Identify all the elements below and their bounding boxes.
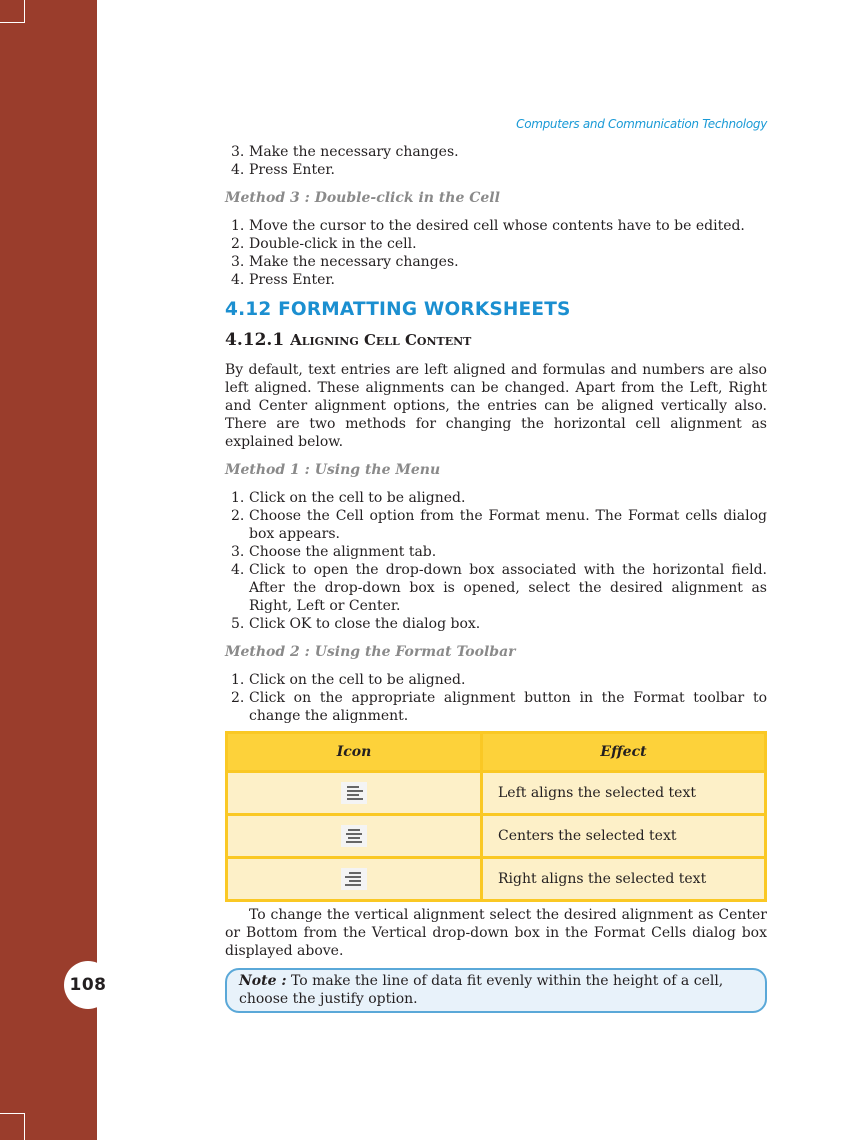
page-content: [225, 143, 767, 1013]
table-row: [227, 858, 766, 901]
step-text: Click on the cell to be aligned.: [249, 672, 466, 688]
list-item: [225, 615, 767, 633]
subsection-number: 4.12.1: [225, 330, 285, 350]
step-number: 3.: [231, 544, 245, 560]
effect-column-header: Effect: [482, 733, 766, 772]
icon-cell: [227, 772, 482, 815]
method3-prev-steps: [225, 143, 767, 179]
list-item: [225, 671, 767, 689]
list-item: [225, 161, 767, 179]
list-item: [225, 543, 767, 561]
method3-steps: [225, 217, 767, 289]
intro-paragraph: By default, text entries are left aligned and formulas and numbers are also left aligned. These alignments can be changed. Apart from the Left, Right and Center alignment options, the entries can be aligned vertically also. There are two methods for changing the horizontal cell alignment as explained below.: [225, 362, 767, 450]
step-text: Press Enter.: [249, 272, 335, 288]
alignment-table: [225, 731, 767, 902]
list-item: [225, 561, 767, 615]
list-item: [225, 217, 767, 235]
step-number: 2.: [231, 508, 245, 524]
icon-cell: [227, 815, 482, 858]
step-number: 1.: [231, 490, 245, 506]
vertical-alignment-paragraph: To change the vertical alignment select the desired alignment as Center or Bottom from the Vertical drop-down box in the Format Cells dialog box displayed above.: [225, 907, 767, 959]
step-number: 2.: [231, 236, 245, 252]
effect-cell: Right aligns the selected text: [482, 858, 766, 901]
align-right-icon: [341, 868, 367, 890]
icon-cell: [227, 858, 482, 901]
step-number: 4.: [231, 162, 245, 178]
subsection-label: Aligning Cell Content: [290, 331, 472, 349]
list-item: [225, 507, 767, 543]
icon-column-header: Icon: [227, 733, 482, 772]
list-item: [225, 689, 767, 725]
step-text: Make the necessary changes.: [249, 144, 459, 160]
table-row: [227, 772, 766, 815]
list-item: [225, 271, 767, 289]
note-box: [225, 968, 767, 1013]
crop-mark-bottom: [0, 1113, 25, 1141]
step-text: Choose the alignment tab.: [249, 544, 437, 560]
step-text: Move the cursor to the desired cell whose contents have to be edited.: [249, 218, 745, 234]
step-text: Click OK to close the dialog box.: [249, 616, 481, 632]
align-center-icon: [341, 825, 367, 847]
section-title: 4.12 FORMATTING WORKSHEETS: [225, 299, 571, 320]
list-item: [225, 489, 767, 507]
step-text: Click on the cell to be aligned.: [249, 490, 466, 506]
method1-steps: [225, 489, 767, 633]
align-left-icon: [341, 782, 367, 804]
step-text: Choose the Cell option from the Format menu. The Format cells dialog box appears.: [249, 508, 767, 542]
method2-steps: [225, 671, 767, 725]
list-item: [225, 253, 767, 271]
list-item: [225, 235, 767, 253]
note-text: To make the line of data fit evenly within the height of a cell, choose the justify option.: [239, 973, 724, 1007]
step-number: 1.: [231, 672, 245, 688]
step-number: 3.: [231, 144, 245, 160]
method3-heading: Method 3 : Double-click in the Cell: [225, 190, 500, 206]
running-head: Computers and Communication Technology: [516, 117, 767, 131]
list-item: [225, 143, 767, 161]
step-number: 4.: [231, 562, 245, 578]
page-number: 108: [64, 961, 112, 1009]
effect-cell: Left aligns the selected text: [482, 772, 766, 815]
note-label: Note :: [239, 973, 287, 989]
step-number: 1.: [231, 218, 245, 234]
table-row: [227, 815, 766, 858]
method1-heading: Method 1 : Using the Menu: [225, 462, 441, 478]
step-text: Click to open the drop-down box associated with the horizontal field. After the drop-down box is opened, select the desired alignment as Right, Left or Center.: [249, 562, 767, 614]
subsection-title: [225, 331, 767, 349]
step-number: 2.: [231, 690, 245, 706]
effect-cell: Centers the selected text: [482, 815, 766, 858]
method2-heading: Method 2 : Using the Format Toolbar: [225, 644, 516, 660]
step-text: Click on the appropriate alignment button in the Format toolbar to change the alignment.: [249, 690, 767, 724]
step-number: 4.: [231, 272, 245, 288]
step-text: Make the necessary changes.: [249, 254, 459, 270]
step-text: Press Enter.: [249, 162, 335, 178]
crop-mark-top: [0, 0, 25, 23]
step-text: Double-click in the cell.: [249, 236, 417, 252]
step-number: 3.: [231, 254, 245, 270]
table-header-row: [227, 733, 766, 772]
step-number: 5.: [231, 616, 245, 632]
